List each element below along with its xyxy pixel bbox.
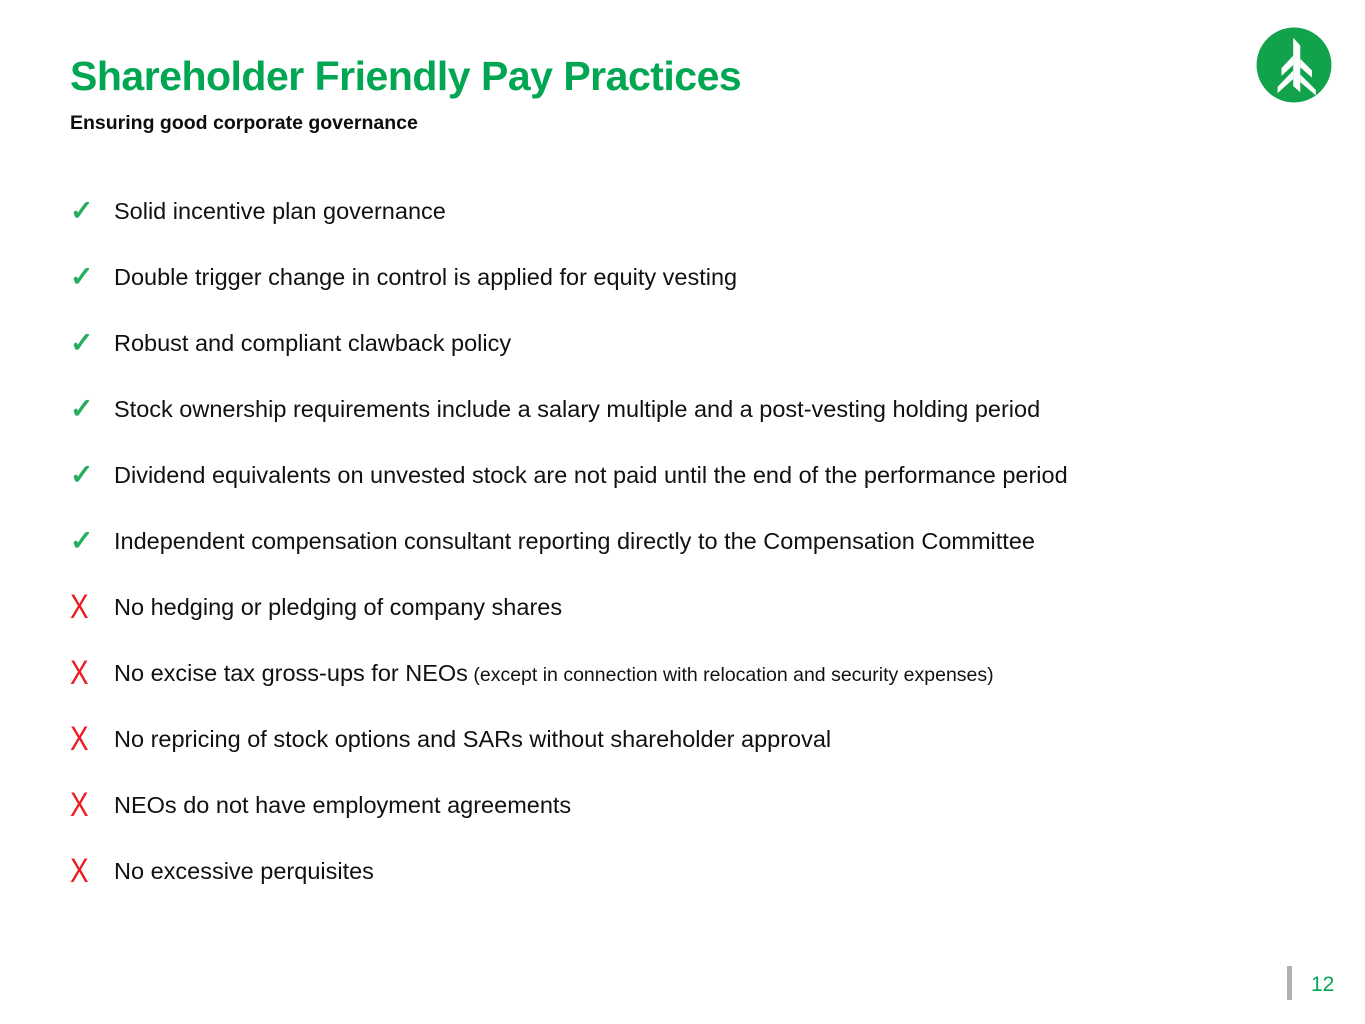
list-item-text: No excessive perquisites — [114, 857, 374, 884]
x-icon: X — [70, 720, 89, 758]
list-item-text: Stock ownership requirements include a salary multiple and a post-vesting holding period — [114, 395, 1041, 422]
list-item — [70, 788, 1335, 822]
list-item-text: NEOs do not have employment agreements — [114, 791, 572, 818]
list-item — [70, 392, 1335, 426]
page-number: 12 — [1311, 973, 1335, 996]
practices-list — [70, 194, 1335, 888]
x-icon: X — [70, 786, 89, 824]
list-item-text: No repricing of stock options and SARs without shareholder approval — [114, 725, 832, 752]
list-item-text: No hedging or pledging of company shares — [114, 593, 563, 620]
list-item-text-small: (except in connection with relocation and security expenses) — [467, 663, 994, 686]
list-item — [70, 590, 1335, 624]
check-icon: ✓ — [70, 261, 94, 292]
page-subtitle: Ensuring good corporate governance — [70, 112, 418, 134]
list-item-text: No excise tax gross-ups for NEOs (except in connection with relocation and security expenses) — [114, 659, 994, 686]
company-tree-logo-icon — [1255, 26, 1333, 104]
check-icon: ✓ — [70, 327, 94, 358]
list-item-text: Dividend equivalents on unvested stock are not paid until the end of the performance period — [114, 461, 1068, 488]
list-item — [70, 260, 1335, 294]
check-icon: ✓ — [70, 525, 94, 556]
list-item-text: Independent compensation consultant reporting directly to the Compensation Committee — [114, 527, 1035, 554]
x-icon: X — [70, 588, 89, 626]
list-item — [70, 194, 1335, 228]
footer-divider — [1287, 966, 1292, 1000]
list-item — [70, 524, 1335, 558]
list-item-text: Solid incentive plan governance — [114, 197, 446, 224]
page-title: Shareholder Friendly Pay Practices — [70, 53, 742, 99]
list-item — [70, 326, 1335, 360]
list-item — [70, 458, 1335, 492]
check-icon: ✓ — [70, 459, 94, 490]
x-icon: X — [70, 654, 89, 692]
check-icon: ✓ — [70, 393, 94, 424]
list-item — [70, 854, 1335, 888]
list-item — [70, 656, 1335, 690]
list-item-text: Robust and compliant clawback policy — [114, 329, 512, 356]
x-icon: X — [70, 852, 89, 890]
list-item — [70, 722, 1335, 756]
list-item-text: Double trigger change in control is applied for equity vesting — [114, 263, 738, 290]
check-icon: ✓ — [70, 195, 94, 226]
